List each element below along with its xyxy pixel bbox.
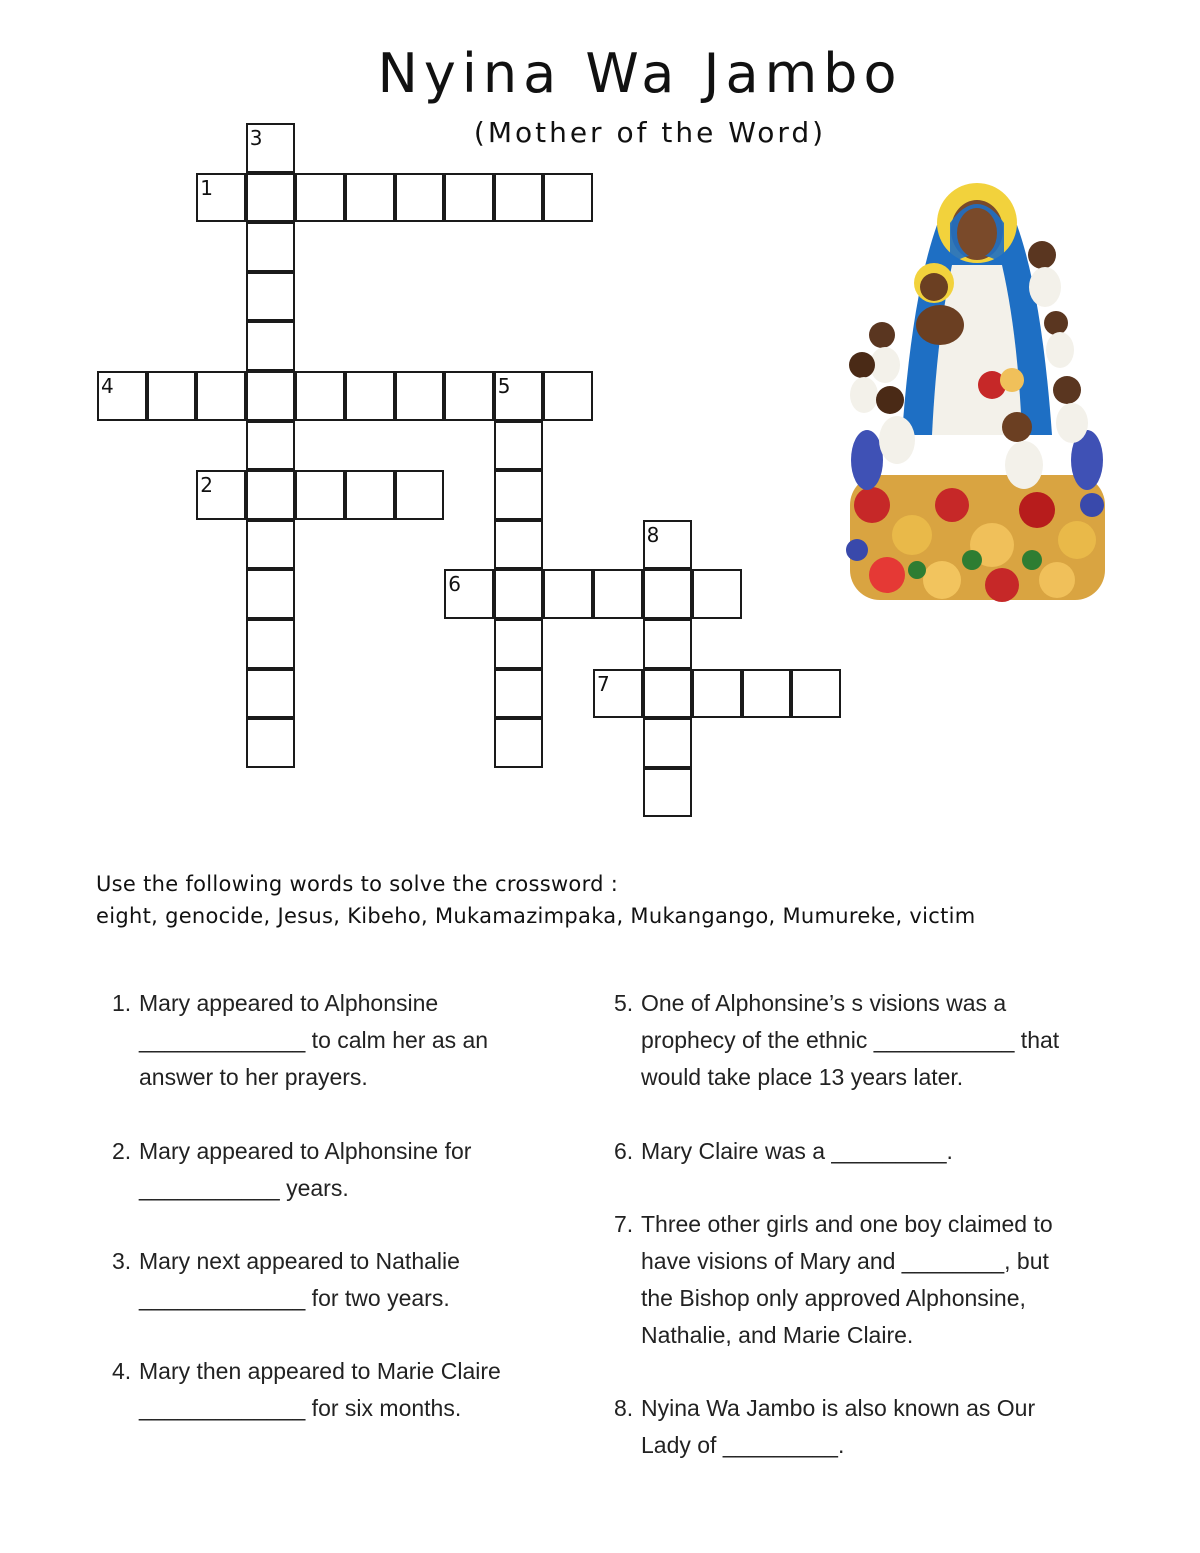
clue-text: Mary appeared to Alphonsine for ___________ years.: [139, 1138, 472, 1201]
clue-number-label: 8: [646, 522, 660, 547]
crossword-cell[interactable]: [494, 421, 544, 471]
clue-number: 1.: [112, 990, 132, 1016]
clue-number: 5.: [614, 990, 634, 1016]
clue-number-label: 2: [200, 473, 213, 498]
clue-item: [614, 985, 1071, 1096]
crossword-cell[interactable]: [494, 173, 544, 223]
crossword-cell[interactable]: [494, 569, 544, 619]
word-bank: [96, 868, 1016, 932]
clue-text: Mary Claire was a _________.: [641, 1138, 953, 1164]
crossword-cell[interactable]: [543, 569, 593, 619]
crossword-cell[interactable]: [643, 520, 693, 570]
crossword-cell[interactable]: [494, 520, 544, 570]
crossword-cell[interactable]: [593, 669, 643, 719]
crossword-cell[interactable]: [494, 470, 544, 520]
crossword-cell[interactable]: [246, 173, 296, 223]
crossword-cell[interactable]: [97, 371, 147, 421]
clue-number: 2.: [112, 1138, 132, 1164]
crossword-cell[interactable]: [395, 470, 445, 520]
clue-number: 6.: [614, 1138, 634, 1164]
crossword-cell[interactable]: [593, 569, 643, 619]
word-bank-intro: Use the following words to solve the crossword :: [96, 872, 619, 896]
clue-text: Mary next appeared to Nathalie _____________ for two years.: [139, 1248, 460, 1311]
crossword-cell[interactable]: [345, 173, 395, 223]
crossword-cell[interactable]: [295, 470, 345, 520]
clue-number: 8.: [614, 1395, 634, 1421]
crossword-cell[interactable]: [395, 371, 445, 421]
mary-illustration: [842, 175, 1112, 615]
page-subtitle: (Mother of the Word): [473, 116, 827, 149]
crossword-cell[interactable]: [246, 619, 296, 669]
clue-item: [112, 1243, 499, 1317]
clue-number: 3.: [112, 1248, 132, 1274]
crossword-cell[interactable]: [444, 371, 494, 421]
page-title: Nyina Wa Jambo: [377, 42, 903, 105]
crossword-cell[interactable]: [246, 321, 296, 371]
crossword-cell[interactable]: [196, 371, 246, 421]
crossword-cell[interactable]: [246, 520, 296, 570]
crossword-cell[interactable]: [246, 222, 296, 272]
crossword-cell[interactable]: [643, 718, 693, 768]
crossword-cell[interactable]: [196, 173, 246, 223]
crossword-cell[interactable]: [643, 768, 693, 818]
crossword-cell[interactable]: [543, 371, 593, 421]
crossword-cell[interactable]: [643, 569, 693, 619]
crossword-cell[interactable]: [246, 718, 296, 768]
crossword-cell[interactable]: [444, 569, 494, 619]
clue-text: Mary then appeared to Marie Claire _____________ for six months.: [139, 1358, 501, 1421]
crossword-cell[interactable]: [643, 669, 693, 719]
crossword-cell[interactable]: [742, 669, 792, 719]
clue-number-label: 5: [497, 374, 511, 398]
crossword-cell[interactable]: [246, 669, 296, 719]
crossword-cell[interactable]: [543, 173, 593, 223]
clue-number-label: 6: [448, 572, 461, 597]
crossword-cell[interactable]: [147, 371, 197, 421]
crossword-cell[interactable]: [345, 371, 395, 421]
crossword-cell[interactable]: [494, 718, 544, 768]
clue-text: Nyina Wa Jambo is also known as Our Lady of _________.: [641, 1395, 1036, 1458]
clue-text: Mary appeared to Alphonsine _____________ to calm her as an answer to her prayers.: [139, 990, 489, 1090]
crossword-cell[interactable]: [791, 669, 841, 719]
clue-number: 7.: [614, 1211, 634, 1237]
clue-item: [614, 1390, 1071, 1464]
crossword-cell[interactable]: [395, 173, 445, 223]
crossword-cell[interactable]: [295, 173, 345, 223]
clue-number-label: 4: [101, 374, 114, 398]
clue-item: [112, 985, 499, 1096]
clue-item: [112, 1353, 539, 1427]
crossword-cell[interactable]: [246, 272, 296, 322]
clue-number: 4.: [112, 1358, 132, 1384]
clue-number-label: 1: [200, 175, 213, 200]
clue-text: Three other girls and one boy claimed to have visions of Mary and ________, but the Bishop only approved Alphonsine, Nathalie, and Marie Claire.: [641, 1211, 1053, 1348]
clue-number-label: 7: [597, 671, 610, 696]
crossword-cell[interactable]: [494, 371, 544, 421]
crossword-cell[interactable]: [345, 470, 395, 520]
crossword-cell[interactable]: [692, 569, 742, 619]
clue-item: [112, 1133, 499, 1207]
flower-bed: [846, 475, 1105, 602]
crossword-cell[interactable]: [246, 123, 296, 173]
clue-item: [614, 1133, 1071, 1170]
crossword-cell[interactable]: [494, 669, 544, 719]
word-bank-words: eight, genocide, Jesus, Kibeho, Mukamazimpaka, Mukangango, Mumureke, victim: [96, 904, 976, 928]
crossword-cell[interactable]: [246, 421, 296, 471]
crossword-cell[interactable]: [494, 619, 544, 669]
crossword-cell[interactable]: [246, 470, 296, 520]
clue-number-label: 3: [249, 126, 263, 150]
crossword-cell[interactable]: [246, 569, 296, 619]
crossword-cell[interactable]: [643, 619, 693, 669]
crossword-cell[interactable]: [692, 669, 742, 719]
clue-text: One of Alphonsine’s s visions was a prophecy of the ethnic ___________ that would take place 13 years later.: [641, 990, 1060, 1090]
crossword-cell[interactable]: [295, 371, 345, 421]
crossword-cell[interactable]: [444, 173, 494, 223]
crossword-cell[interactable]: [196, 470, 246, 520]
crossword-cell[interactable]: [246, 371, 296, 421]
clue-item: [614, 1206, 1081, 1354]
